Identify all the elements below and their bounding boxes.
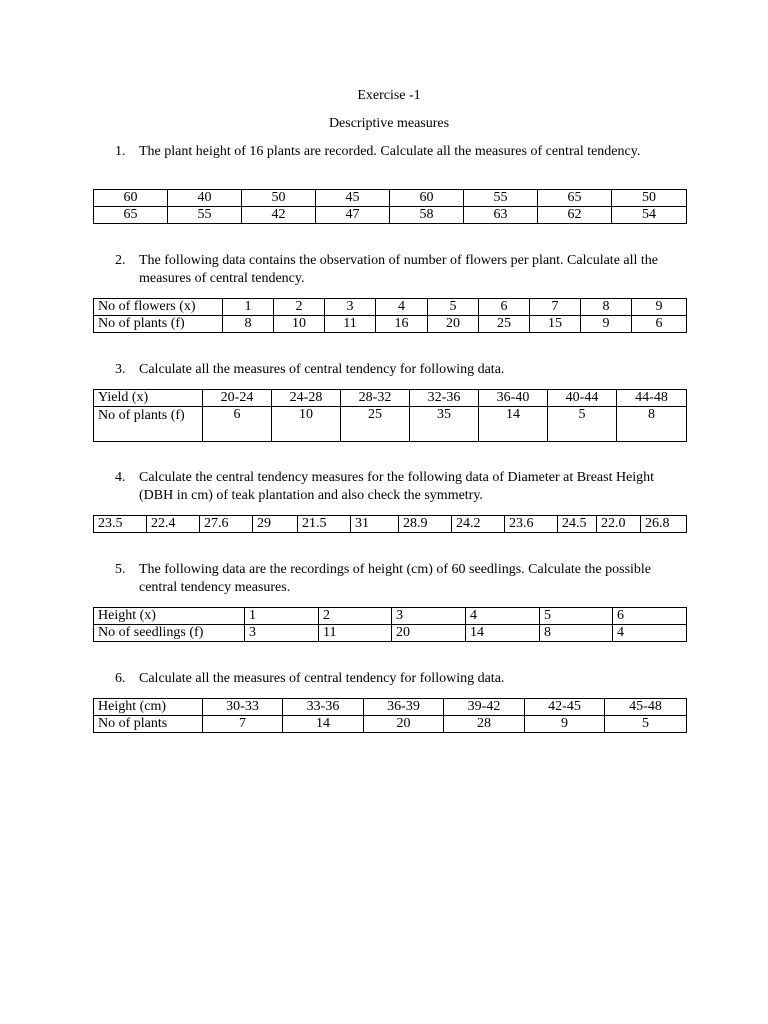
flowers-table xyxy=(93,298,687,333)
table-cell: 36-40 xyxy=(479,390,548,407)
table-cell: 24.2 xyxy=(452,516,505,533)
table-row xyxy=(94,316,687,333)
table-cell: 58 xyxy=(390,207,464,224)
table-cell: 6 xyxy=(632,316,687,333)
row-label: Yield (x) xyxy=(94,390,203,407)
table-cell: 4 xyxy=(466,608,540,625)
table-cell: 8 xyxy=(581,299,632,316)
table-cell: 7 xyxy=(203,716,283,733)
table-cell: 7 xyxy=(530,299,581,316)
table-cell: 60 xyxy=(390,190,464,207)
row-label: No of plants (f) xyxy=(94,316,223,333)
table-cell: 4 xyxy=(613,625,687,642)
table-cell: 5 xyxy=(605,716,687,733)
table-row xyxy=(94,299,687,316)
plant-height-table xyxy=(93,189,687,224)
question-2 xyxy=(115,252,675,288)
height-class-table xyxy=(93,698,687,733)
table-cell: 40-44 xyxy=(548,390,617,407)
question-3 xyxy=(115,361,675,379)
table-cell: 27.6 xyxy=(200,516,253,533)
table-cell: 14 xyxy=(466,625,540,642)
table-cell: 20 xyxy=(428,316,479,333)
row-label: No of plants xyxy=(94,716,203,733)
table-row xyxy=(94,390,687,407)
table-row xyxy=(94,516,687,533)
table-cell: 50 xyxy=(242,190,316,207)
table-cell: 4 xyxy=(376,299,428,316)
question-4 xyxy=(115,469,675,505)
table-cell: 25 xyxy=(479,316,530,333)
table-row xyxy=(94,207,687,224)
table-cell: 39-42 xyxy=(444,699,525,716)
table-cell: 24.5 xyxy=(558,516,597,533)
table-cell: 14 xyxy=(283,716,364,733)
table-cell: 31 xyxy=(351,516,399,533)
table-cell: 10 xyxy=(274,316,325,333)
table-cell: 32-36 xyxy=(410,390,479,407)
table-cell: 40 xyxy=(168,190,242,207)
table-row xyxy=(94,716,687,733)
table-cell: 50 xyxy=(612,190,687,207)
table-cell: 55 xyxy=(168,207,242,224)
table-cell: 8 xyxy=(617,407,687,442)
table-cell: 6 xyxy=(203,407,272,442)
table-row xyxy=(94,625,687,642)
table-cell: 1 xyxy=(245,608,319,625)
row-label: No of seedlings (f) xyxy=(94,625,245,642)
table-cell: 36-39 xyxy=(364,699,444,716)
table-row xyxy=(94,407,687,442)
table-row xyxy=(94,190,687,207)
table-cell: 20 xyxy=(392,625,466,642)
table-cell: 44-48 xyxy=(617,390,687,407)
table-cell: 5 xyxy=(548,407,617,442)
table-cell: 8 xyxy=(540,625,613,642)
table-cell: 9 xyxy=(632,299,687,316)
table-cell: 23.6 xyxy=(505,516,558,533)
table-cell: 10 xyxy=(272,407,341,442)
row-label: Height (x) xyxy=(94,608,245,625)
table-cell: 3 xyxy=(325,299,376,316)
question-text: The plant height of 16 plants are recorded. Calculate all the measures of central tendency. xyxy=(139,144,641,159)
table-row xyxy=(94,699,687,716)
table-cell: 28.9 xyxy=(399,516,452,533)
question-number: 1. xyxy=(115,144,126,159)
table-row xyxy=(94,608,687,625)
table-cell: 3 xyxy=(245,625,319,642)
table-cell: 65 xyxy=(94,207,168,224)
table-cell: 16 xyxy=(376,316,428,333)
table-cell: 6 xyxy=(479,299,530,316)
table-cell: 55 xyxy=(464,190,538,207)
table-cell: 2 xyxy=(319,608,392,625)
table-cell: 1 xyxy=(223,299,274,316)
question-text: The following data are the recordings of height (cm) of 60 seedlings. Calculate the possible central tendency measures. xyxy=(139,562,652,595)
table-cell: 5 xyxy=(428,299,479,316)
row-label: No of plants (f) xyxy=(94,407,203,442)
table-cell: 54 xyxy=(612,207,687,224)
table-cell: 28-32 xyxy=(341,390,410,407)
table-cell: 47 xyxy=(316,207,390,224)
question-number: 4. xyxy=(115,470,126,485)
yield-table xyxy=(93,389,687,442)
question-number: 6. xyxy=(115,671,126,686)
table-cell: 63 xyxy=(464,207,538,224)
seedlings-table xyxy=(93,607,687,642)
question-text: Calculate all the measures of central tendency for following data. xyxy=(139,362,505,377)
table-cell: 29 xyxy=(253,516,298,533)
table-cell: 33-36 xyxy=(283,699,364,716)
table-cell: 45-48 xyxy=(605,699,687,716)
table-cell: 30-33 xyxy=(203,699,283,716)
table-cell: 9 xyxy=(581,316,632,333)
question-text: Calculate the central tendency measures for the following data of Diameter at Breast Height (DBH in cm) of teak plantation and also check the symmetry. xyxy=(139,470,655,503)
exercise-title: Exercise -1 xyxy=(357,88,421,103)
table-cell: 28 xyxy=(444,716,525,733)
table-cell: 65 xyxy=(538,190,612,207)
question-number: 5. xyxy=(115,562,126,577)
question-text: The following data contains the observation of number of flowers per plant. Calculate all the measures of central tendency. xyxy=(139,253,659,286)
table-cell: 42 xyxy=(242,207,316,224)
table-cell: 22.0 xyxy=(597,516,641,533)
table-cell: 3 xyxy=(392,608,466,625)
table-cell: 6 xyxy=(613,608,687,625)
table-cell: 26.8 xyxy=(641,516,687,533)
dbh-table xyxy=(93,515,687,533)
question-5 xyxy=(115,561,675,597)
section-subtitle: Descriptive measures xyxy=(328,116,450,131)
table-cell: 20-24 xyxy=(203,390,272,407)
table-cell: 5 xyxy=(540,608,613,625)
table-cell: 15 xyxy=(530,316,581,333)
table-cell: 35 xyxy=(410,407,479,442)
table-cell: 25 xyxy=(341,407,410,442)
table-cell: 20 xyxy=(364,716,444,733)
table-cell: 62 xyxy=(538,207,612,224)
question-1 xyxy=(115,143,675,161)
table-cell: 22.4 xyxy=(147,516,200,533)
table-cell: 60 xyxy=(94,190,168,207)
question-number: 2. xyxy=(115,253,126,268)
table-cell: 14 xyxy=(479,407,548,442)
question-text: Calculate all the measures of central tendency for following data. xyxy=(139,671,505,686)
table-cell: 9 xyxy=(525,716,605,733)
table-cell: 11 xyxy=(325,316,376,333)
question-6 xyxy=(115,670,675,688)
table-cell: 11 xyxy=(319,625,392,642)
table-cell: 42-45 xyxy=(525,699,605,716)
row-label: Height (cm) xyxy=(94,699,203,716)
table-cell: 21.5 xyxy=(298,516,351,533)
table-cell: 8 xyxy=(223,316,274,333)
table-cell: 24-28 xyxy=(272,390,341,407)
table-cell: 2 xyxy=(274,299,325,316)
row-label: No of flowers (x) xyxy=(94,299,223,316)
question-number: 3. xyxy=(115,362,126,377)
table-cell: 45 xyxy=(316,190,390,207)
table-cell: 23.5 xyxy=(94,516,147,533)
